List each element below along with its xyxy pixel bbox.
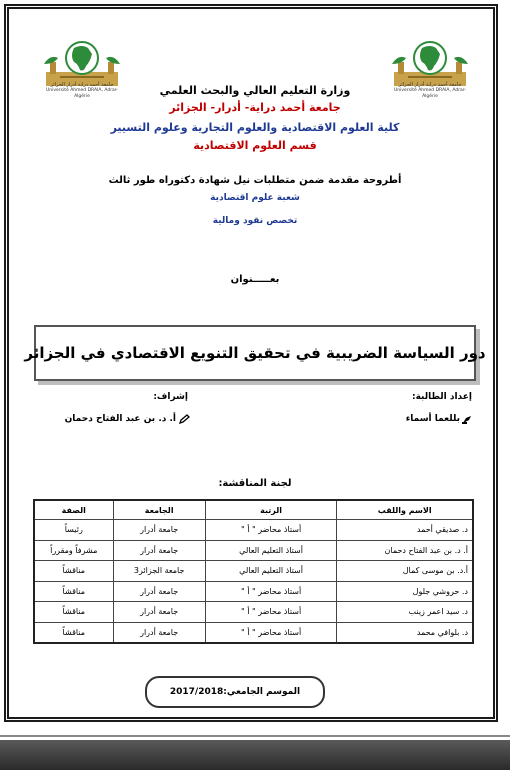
supervisor-name-row — [65, 414, 190, 424]
member-rank: أستاذ محاضر " أ " — [205, 622, 337, 643]
thesis-title: دور السياسة الضريبية في تحقيق التنويع الاقتصادي في الجزائر — [24, 344, 486, 362]
faculty-name: كلية العلوم الاقتصادية والعلوم التجارية وعلوم التسيير — [110, 121, 400, 134]
col-name-header: الاسم واللقب — [337, 500, 473, 520]
col-role-header: الصفة — [34, 500, 113, 520]
committee-table — [33, 499, 474, 644]
member-role: مناقشاً — [34, 561, 113, 582]
footer-divider — [0, 735, 510, 737]
academic-year-box — [145, 676, 325, 708]
table-row — [34, 520, 473, 541]
thesis-title-box — [24, 325, 486, 381]
member-name: د. حروشي جلول — [337, 581, 473, 602]
logo-caption-ar: جامعة أحمد دراية أدرار الجزائر — [398, 82, 462, 88]
committee-title: لجنة المناقشة: — [218, 478, 292, 489]
thesis-branch: شعبة علوم اقتصادية — [210, 193, 300, 203]
table-row — [34, 540, 473, 561]
member-rank: أستاذ التعليم العالي — [205, 540, 337, 561]
student-label: إعداد الطالبة: — [412, 392, 472, 402]
logo-caption-en: Université Ahmed DRAIA, Adrar-Algérie — [45, 88, 118, 99]
col-rank-header: الرتبة — [205, 500, 337, 520]
member-name: د. سيد اعمر زينب — [337, 602, 473, 623]
member-rank: أستاذ التعليم العالي — [205, 561, 337, 582]
member-university: جامعة الجزائر3 — [113, 561, 205, 582]
student-name-row — [406, 414, 472, 424]
member-name: أ.د. بن موسى كمال — [337, 561, 473, 582]
supervisor-name: أ. د. بن عبد الفتاح دحمان — [64, 414, 176, 424]
member-role: مناقشاً — [34, 581, 113, 602]
table-row — [34, 602, 473, 623]
academic-year: الموسم الجامعي:2017/2018 — [169, 687, 301, 697]
member-role: مشرفاً ومقرراً — [34, 540, 113, 561]
logo-caption-en: Université Ahmed DRAIA, Adrar-Algérie — [393, 88, 466, 99]
writing-hand-icon — [462, 415, 472, 424]
member-university: جامعة أدرار — [113, 622, 205, 643]
member-university: جامعة أدرار — [113, 581, 205, 602]
ministry-name: وزارة التعليم العالي والبحث العلمي — [159, 84, 351, 97]
student-name: بللعما أسماء — [405, 414, 460, 424]
pencil-icon — [179, 414, 190, 424]
member-rank: أستاذ محاضر " أ " — [205, 520, 337, 541]
member-university: جامعة أدرار — [113, 540, 205, 561]
thesis-statement: أطروحة مقدمة ضمن متطلبات نيل شهادة دكتوراه طور ثالث — [108, 175, 402, 186]
member-role: رئيساً — [34, 520, 113, 541]
department-name: قسم العلوم الاقتصادية — [193, 139, 317, 152]
university-name: جامعة أحمد دراية- أدرار- الجزائر — [169, 101, 341, 114]
member-rank: أستاذ محاضر " أ " — [205, 602, 337, 623]
supervisor-label: إشراف: — [153, 392, 188, 402]
member-name: أ. د. بن عبد الفتاح دحمان — [337, 540, 473, 561]
member-university: جامعة أدرار — [113, 602, 205, 623]
member-university: جامعة أدرار — [113, 520, 205, 541]
table-row — [34, 622, 473, 643]
member-role: مناقشاً — [34, 602, 113, 623]
logo-caption-ar: جامعة أحمد دراية أدرار الجزائر — [50, 82, 114, 88]
thesis-specialty: تخصص نقود ومالية — [212, 216, 298, 226]
col-university-header: الجامعة — [113, 500, 205, 520]
table-header-row — [34, 500, 473, 520]
title-intro: بعـــــنوان — [230, 274, 280, 285]
member-name: د. بلوافي محمد — [337, 622, 473, 643]
footer-bar — [0, 740, 510, 770]
table-row — [34, 561, 473, 582]
table-row — [34, 581, 473, 602]
member-rank: أستاذ محاضر " أ " — [205, 581, 337, 602]
member-name: د. صديقي أحمد — [337, 520, 473, 541]
member-role: مناقشاً — [34, 622, 113, 643]
